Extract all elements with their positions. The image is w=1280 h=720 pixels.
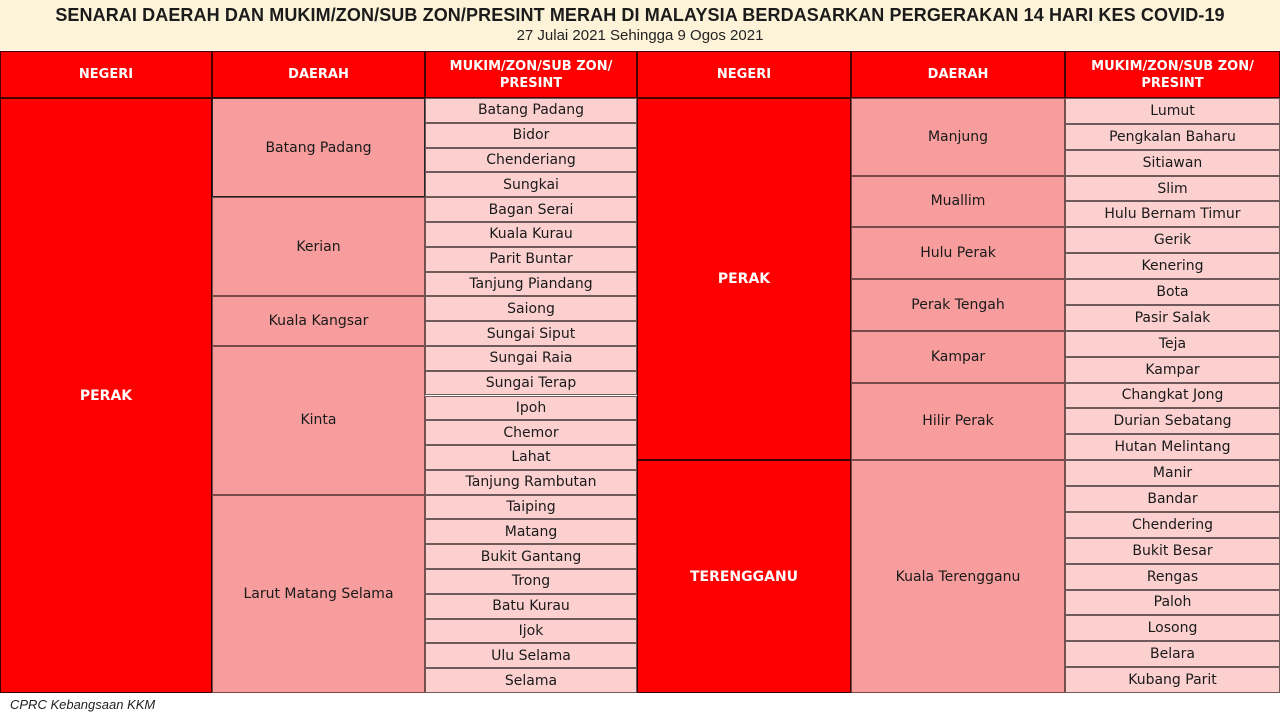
mukim-cell: Ulu Selama	[425, 643, 637, 668]
daerah-cell: Kinta	[212, 346, 425, 495]
mukim-cell: Bukit Besar	[1065, 538, 1280, 564]
column-header-negeri: NEGERI	[0, 51, 212, 98]
mukim-cell: Paloh	[1065, 590, 1280, 616]
mukim-cell: Bota	[1065, 279, 1280, 305]
mukim-cell: Kuala Kurau	[425, 222, 637, 247]
daerah-cell: Perak Tengah	[851, 279, 1065, 331]
mukim-cell: Sungkai	[425, 172, 637, 197]
mukim-cell: Manir	[1065, 460, 1280, 486]
mukim-cell: Gerik	[1065, 227, 1280, 253]
mukim-cell: Taiping	[425, 495, 637, 520]
negeri-cell: TERENGGANU	[637, 460, 851, 693]
mukim-cell: Ijok	[425, 619, 637, 644]
mukim-cell: Pengkalan Baharu	[1065, 124, 1280, 150]
mukim-cell: Sungai Terap	[425, 371, 637, 396]
mukim-cell: Bidor	[425, 123, 637, 148]
negeri-cell: PERAK	[637, 98, 851, 460]
mukim-cell: Belara	[1065, 641, 1280, 667]
mukim-cell: Parit Buntar	[425, 247, 637, 272]
daerah-cell: Larut Matang Selama	[212, 495, 425, 693]
title-banner	[0, 0, 1280, 50]
mukim-cell: Sitiawan	[1065, 150, 1280, 176]
mukim-cell: Chenderiang	[425, 148, 637, 173]
mukim-cell: Hulu Bernam Timur	[1065, 201, 1280, 227]
mukim-cell: Rengas	[1065, 564, 1280, 590]
daerah-cell: Kampar	[851, 331, 1065, 383]
mukim-cell: Tanjung Piandang	[425, 272, 637, 297]
mukim-cell: Tanjung Rambutan	[425, 470, 637, 495]
mukim-cell: Kubang Parit	[1065, 667, 1280, 693]
mukim-cell: Trong	[425, 569, 637, 594]
mukim-cell: Kampar	[1065, 357, 1280, 383]
daerah-cell: Batang Padang	[212, 98, 425, 197]
mukim-cell: Sungai Siput	[425, 321, 637, 346]
mukim-cell: Bagan Serai	[425, 197, 637, 222]
mukim-cell: Hutan Melintang	[1065, 434, 1280, 460]
mukim-cell: Losong	[1065, 615, 1280, 641]
mukim-cell: Teja	[1065, 331, 1280, 357]
daerah-cell: Kuala Kangsar	[212, 296, 425, 346]
mukim-cell: Matang	[425, 519, 637, 544]
mukim-cell: Bukit Gantang	[425, 544, 637, 569]
daerah-cell: Muallim	[851, 176, 1065, 228]
mukim-cell: Kenering	[1065, 253, 1280, 279]
column-header-daerah: DAERAH	[212, 51, 425, 98]
column-header-mukim: MUKIM/ZON/SUB ZON/ PRESINT	[1065, 51, 1280, 98]
column-header-daerah: DAERAH	[851, 51, 1065, 98]
mukim-cell: Selama	[425, 668, 637, 693]
date-range: 27 Julai 2021 Sehingga 9 Ogos 2021	[516, 27, 764, 44]
mukim-cell: Ipoh	[425, 396, 637, 421]
mukim-cell: Batang Padang	[425, 98, 637, 123]
page-title: SENARAI DAERAH DAN MUKIM/ZON/SUB ZON/PRESINT MERAH DI MALAYSIA BERDASARKAN PERGERAKAN 14 HARI KES COVID-19	[55, 5, 1225, 25]
daerah-cell: Hulu Perak	[851, 227, 1065, 279]
mukim-cell: Batu Kurau	[425, 594, 637, 619]
daerah-cell: Kuala Terengganu	[851, 460, 1065, 693]
mukim-cell: Pasir Salak	[1065, 305, 1280, 331]
column-header-negeri: NEGERI	[637, 51, 851, 98]
mukim-cell: Bandar	[1065, 486, 1280, 512]
mukim-cell: Lumut	[1065, 98, 1280, 124]
negeri-cell: PERAK	[0, 98, 212, 693]
daerah-cell: Hilir Perak	[851, 383, 1065, 461]
daerah-cell: Manjung	[851, 98, 1065, 176]
daerah-cell: Kerian	[212, 197, 425, 296]
source-credit: CPRC Kebangsaan KKM	[10, 697, 156, 712]
mukim-cell: Slim	[1065, 176, 1280, 202]
column-header-mukim: MUKIM/ZON/SUB ZON/ PRESINT	[425, 51, 637, 98]
mukim-cell: Changkat Jong	[1065, 383, 1280, 409]
mukim-cell: Durian Sebatang	[1065, 408, 1280, 434]
mukim-cell: Saiong	[425, 296, 637, 321]
mukim-cell: Chemor	[425, 420, 637, 445]
mukim-cell: Sungai Raia	[425, 346, 637, 371]
mukim-cell: Lahat	[425, 445, 637, 470]
mukim-cell: Chendering	[1065, 512, 1280, 538]
